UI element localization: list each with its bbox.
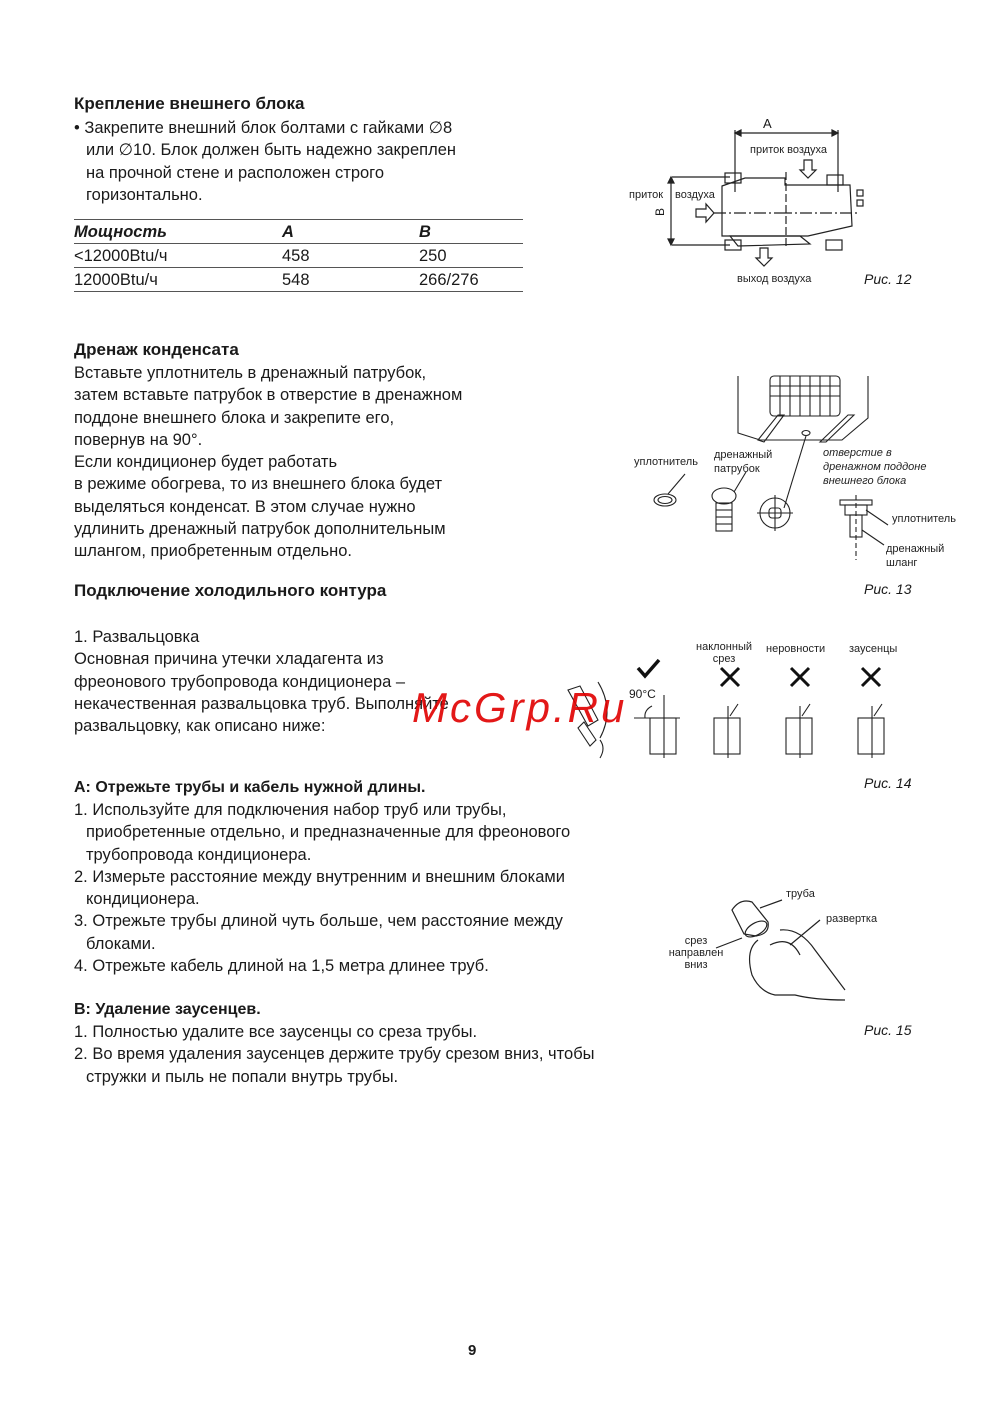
list-item: 1. Полностью удалите все заусенцы со среза трубы. [74,1023,478,1041]
drain-hole-label-1: отверстие в [823,447,892,459]
pipe-label: труба [786,888,815,900]
cell-b: 266/276 [419,268,523,292]
figure-15-caption: Рис. 15 [864,1022,912,1038]
list-item: 4. Отрежьте кабель длиной на 1,5 метра длинее труб. [74,957,489,976]
drain-hole-label-3: внешнего блока [823,475,907,487]
col-header-power: Мощность [74,220,282,244]
angle-label: 90°C [629,687,656,701]
cell-power: 12000Btu/ч [74,268,282,292]
drain-fitting-label-1: дренажный [714,449,773,461]
list-item: 2. Измерьте расстояние между внутренним и внешним блоками [74,867,565,886]
subsection-title-deburr: B: Удаление заусенцев. [74,1001,261,1018]
air-intake-left-label-1: приток [629,189,664,201]
cell-b: 250 [419,244,523,268]
col-header-a: A [282,220,419,244]
slanted-cut-label: наклонный срез [696,641,752,665]
subsection-title-cut: A: Отрежьте трубы и кабель нужной длины. [74,779,426,796]
drainage-text: Вставьте уплотнитель в дренажный патрубок, затем вставьте патрубок в отверстие в дренажном поддоне внешнего блока и закрепите его, повернув на 90°. Если кондиционер будет работать в режиме обогрева, то из внешнего блока будет выделяться конденсат. В этом случае нужно удлинить дренажный патрубок дополнительным шлангом, приобретенным отдельно. [74,364,463,561]
cell-power: <12000Btu/ч [74,244,282,268]
bullet: • [74,119,80,137]
dim-a-label: A [763,116,772,131]
figure-14-caption: Рис. 14 [864,775,912,791]
figure-13-caption: Рис. 13 [864,581,912,597]
seal-label: уплотнитель [634,456,698,468]
cell-a: 548 [282,268,419,292]
watermark: McGrp.Ru [412,684,628,731]
air-intake-top-label: приток воздуха [750,144,828,156]
page-number: 9 [468,1342,477,1359]
drain-hose-label-1: дренажный [886,543,945,555]
list-item: 3. Отрежьте трубы длиной чуть больше, чем расстояние между [74,912,563,931]
step-title-flaring: 1. Развальцовка [74,628,200,646]
list-item: 2. Во время удаления заусенцев держите трубу срезом вниз, чтобы [74,1045,595,1064]
drain-hose-label-2: шланг [886,557,918,569]
drain-fitting-label-2: патрубок [714,463,760,475]
reamer-label: развертка [826,913,878,925]
cut-steps-list: 1. Используйте для подключения набор труб или трубы, приобретенные отдельно, и предназначенные для фреонового трубопровода кондиционера. 2. Измерьте расстояние между внутренним и внешним блоками кондиционера. 3. Отрежьте трубы длиной чуть больше, чем расстояние между блоками. 4. Отрежьте кабель длиной на 1,5 метра длинее труб. [74,799,664,977]
burrs-label: заусенцы [849,643,898,655]
col-header-b: B [419,220,523,244]
section-title-drainage: Дренаж конденсата [74,340,239,359]
cut-down-label: срез направлен вниз [668,935,724,971]
section-title-refrigerant: Подключение холодильного контура [74,581,387,600]
drain-hole-label-2: дренажном поддоне [823,461,927,473]
figure-12-caption: Рис. 12 [864,271,912,287]
air-intake-left-label-2: воздуха [675,189,715,201]
section-title-mounting: Крепление внешнего блока [74,94,305,113]
air-outlet-label: выход воздуха [737,273,812,285]
mounting-text: • Закрепите внешний блок болтами с гайками ∅8 или ∅10. Блок должен быть надежно закреплен на прочной стене и расположен строго горизонтально. [74,119,456,204]
list-item: 1. Используйте для подключения набор труб или трубы, [74,801,507,819]
unevenness-label: неровности [766,643,826,655]
deburr-steps-list: 1. Полностью удалите все заусенцы со среза трубы. 2. Во время удаления заусенцев держите трубу срезом вниз, чтобы стружки и пыль не попали внутрь трубы. [74,1021,694,1088]
refrigerant-text: 1. Развальцовка Основная причина утечки хладагента из фреонового трубопровода кондиционера – некачественная развальцовка труб. Выполняйте развальцовку, как описано ниже: [74,626,554,737]
cell-a: 458 [282,244,419,268]
seal-label-2: уплотнитель [892,513,956,525]
dim-b-label: B [653,207,668,217]
